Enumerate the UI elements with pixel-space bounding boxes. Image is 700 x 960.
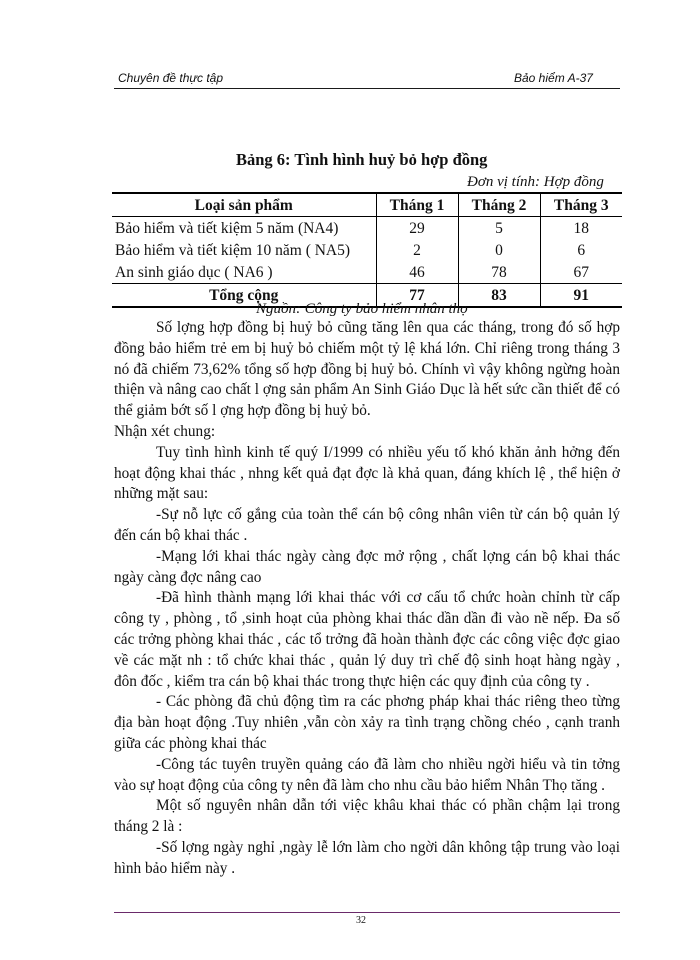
table-cell: 18 bbox=[540, 217, 622, 240]
table-cell: 2 bbox=[376, 239, 458, 261]
table-cell: 78 bbox=[458, 261, 540, 284]
table-unit: Đơn vị tính: Hợp đồng bbox=[467, 174, 604, 190]
bullet-paragraph: -Mạng lới khai thác ngày càng đợc mở rộng , chất lợng cán bộ khai thác ngày càng đợc nâng cao bbox=[114, 547, 620, 586]
bullet-paragraph: -Sự nỗ lực cố gắng của toàn thể cán bộ công nhân viên từ cán bộ quản lý đến cán bộ khai thác . bbox=[114, 506, 620, 544]
bullet-paragraph: -Công tác tuyên truyền quảng cáo đã làm cho nhiều ngời hiểu và tin tởng vào sự hoạt động của công ty nên đã làm cho nhu cầu bảo hiểm Nhân Thọ tăng . bbox=[114, 755, 620, 794]
table-title: Bảng 6: Tình hình huỷ bỏ hợp đồng bbox=[236, 150, 488, 169]
running-header-right: Bảo hiểm A-37 bbox=[514, 71, 593, 85]
running-header-left: Chuyên đề thực tập bbox=[118, 71, 224, 85]
row-label: Bảo hiểm và tiết kiệm 10 năm ( NA5) bbox=[115, 241, 351, 259]
table-row bbox=[112, 217, 622, 240]
paragraph: Một số nguyên nhân dẫn tới việc khâu khai thác có phần chậm lại trong tháng 2 là : bbox=[114, 797, 620, 836]
table-cell: 6 bbox=[540, 239, 622, 261]
table-source: Nguồn: Công ty bảo hiểm nhân thọ bbox=[256, 301, 468, 317]
total-cell: 83 bbox=[458, 284, 540, 308]
table-cell: 46 bbox=[376, 261, 458, 284]
row-label: An sinh giáo dục ( NA6 ) bbox=[115, 263, 273, 281]
bullet-paragraph: -Số lợng ngày nghỉ ,ngày lễ lớn làm cho ngời dân không tập trung vào loại hình bảo hiểm này . bbox=[114, 838, 620, 877]
table-row bbox=[112, 261, 622, 284]
section-heading: Nhận xét chung: bbox=[114, 422, 216, 440]
total-cell: 77 bbox=[376, 284, 458, 308]
body-text bbox=[114, 318, 620, 880]
bullet-paragraph: -Đã hình thành mạng lới khai thác với cơ cấu tổ chức hoàn chỉnh từ cấp công ty , phòng , tổ ,sinh hoạt của phòng khai thác dần dần đi vào nề nếp. Đa số các trởng phòng khai thác , các tổ trởng đã hoàn thành đợc các công việc đợc giao về các mặt nh : tổ chức khai thác , quản lý duy trì chế độ sinh hoạt hàng ngày , đôn đốc , kiểm tra cán bộ khai thác trong thực hiện các quy định của công ty . bbox=[114, 589, 620, 690]
table-row bbox=[112, 239, 622, 261]
footer-rule bbox=[114, 912, 620, 913]
column-header: Tháng 2 bbox=[458, 193, 540, 217]
column-header: Loại sản phẩm bbox=[112, 193, 376, 217]
cancellation-table bbox=[112, 192, 622, 308]
table-header-row bbox=[112, 193, 622, 217]
total-cell: 91 bbox=[540, 284, 622, 308]
page-number: 32 bbox=[356, 915, 366, 926]
row-label: Bảo hiểm và tiết kiệm 5 năm (NA4) bbox=[115, 219, 339, 237]
table-cell: 67 bbox=[540, 261, 622, 284]
table-cell: 0 bbox=[458, 239, 540, 261]
table-cell: 29 bbox=[376, 217, 458, 240]
header-rule bbox=[114, 88, 620, 89]
paragraph: Số lợng hợp đồng bị huỷ bỏ cũng tăng lên qua các tháng, trong đó số hợp đồng bảo hiểm trẻ em bị huỷ bỏ chiếm một tỷ lệ khá lớn. Chỉ riêng trong tháng 3 nó đã chiếm 73,62% tổng số hợp đồng bị huỷ bỏ. Chính vì vậy không ngừng hoàn thiện và nâng cao chất l ợng sản phẩm An Sinh Giáo Dục là hết sức cần thiết để có thể giảm bớt số l ợng hợp đồng bị huỷ bỏ. bbox=[114, 319, 620, 420]
paragraph: Tuy tình hình kinh tế quý I/1999 có nhiều yếu tố khó khăn ảnh hởng đến hoạt động khai thác , nhng kết quả đạt đợc là khả quan, đáng khích lệ , thể hiện ở những mặt sau: bbox=[114, 443, 620, 503]
bullet-paragraph: - Các phòng đã chủ động tìm ra các phơng pháp khai thác riêng theo từng địa bàn hoạt động .Tuy nhiên ,vẫn còn xảy ra tình trạng chồng chéo , cạnh tranh giữa các phòng khai thác bbox=[114, 693, 620, 752]
table-cell: 5 bbox=[458, 217, 540, 240]
column-header: Tháng 1 bbox=[376, 193, 458, 217]
column-header: Tháng 3 bbox=[540, 193, 622, 217]
total-label: Tổng cộng bbox=[112, 284, 376, 308]
